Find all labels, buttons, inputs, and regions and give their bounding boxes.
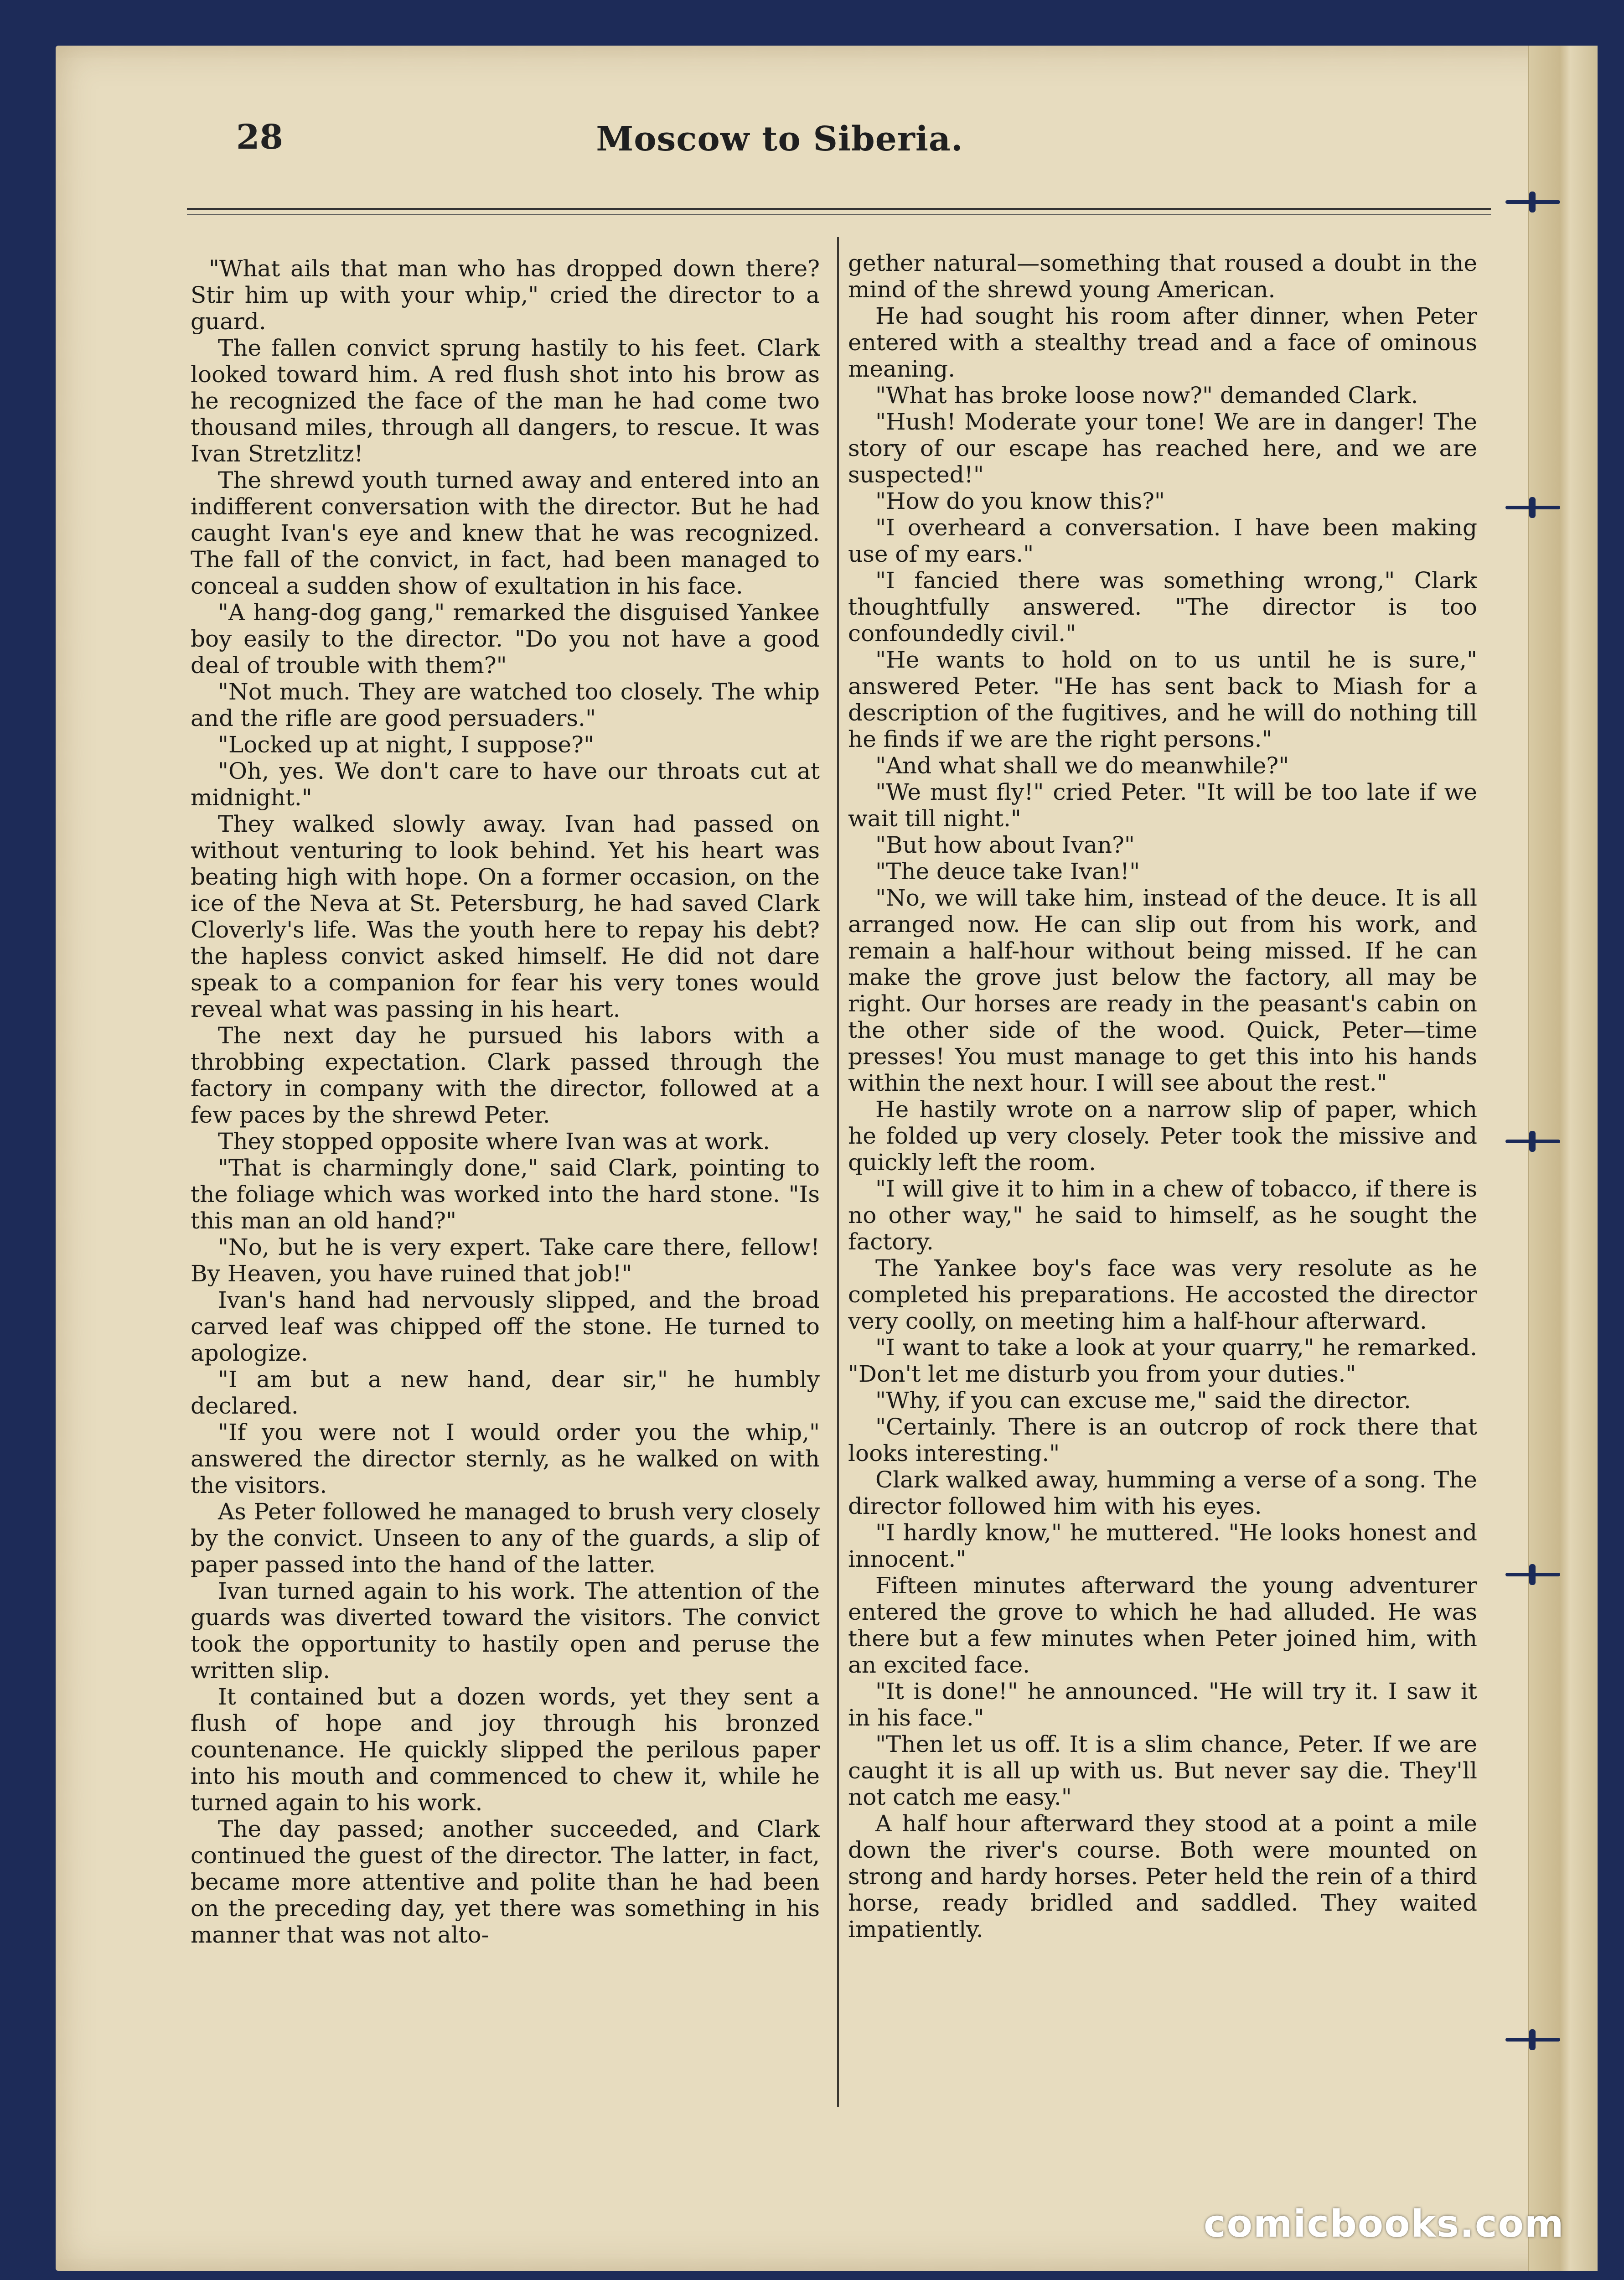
paragraph: "Certainly. There is an outcrop of rock there that looks interesting."	[848, 1414, 1477, 1466]
paragraph: "If you were not I would order you the whip," answered the director sternly, as he walked on with the visitors.	[191, 1419, 820, 1498]
paragraph: "How do you know this?"	[875, 488, 1165, 514]
paragraph: "I am but a new hand, dear sir," he humbly declared.	[191, 1366, 820, 1419]
paragraph: Ivan turned again to his work. The attention of the guards was diverted toward the visitors. The convict took the opportunity to hastily open and peruse the written slip.	[191, 1578, 820, 1684]
paragraph: They stopped opposite where Ivan was at work.	[218, 1128, 770, 1155]
binding-stitch	[1505, 1135, 1560, 1147]
running-title: Moscow to Siberia.	[596, 119, 963, 159]
paragraph: "And what shall we do meanwhile?"	[875, 752, 1289, 779]
paragraph: "A hang-dog gang," remarked the disguised Yankee boy easily to the director. "Do you not have a good deal of trouble with them?"	[191, 599, 820, 679]
paragraph: It contained but a dozen words, yet they sent a flush of hope and joy through his bronzed countenance. He quickly slipped the perilous paper into his mouth and commenced to chew it, while he turned again to his work.	[191, 1684, 820, 1816]
paragraph: Clark walked away, humming a verse of a song. The director followed him with his eyes.	[848, 1466, 1477, 1519]
paragraph: Fifteen minutes afterward the young adventurer entered the grove to which he had alluded. He was there but a few minutes when Peter joined him, with an excited face.	[848, 1572, 1477, 1678]
paragraph: "I will give it to him in a chew of tobacco, if there is no other way," he said to himself, as he sought the factory.	[848, 1176, 1477, 1255]
paragraph: "I want to take a look at your quarry," he remarked. "Don't let me disturb you from your duties."	[848, 1334, 1477, 1387]
paragraph: "We must fly!" cried Peter. "It will be too late if we wait till night."	[848, 779, 1477, 832]
paragraph: "No, but he is very expert. Take care there, fellow! By Heaven, you have ruined that job!"	[191, 1234, 820, 1287]
paragraph: "That is charmingly done," said Clark, pointing to the foliage which was worked into the hard stone. "Is this man an old hand?"	[191, 1155, 820, 1234]
page-number: 28	[236, 118, 283, 157]
paragraph: "I overheard a conversation. I have been making use of my ears."	[848, 514, 1477, 567]
paragraph: "Hush! Moderate your tone! We are in danger! The story of our escape has reached here, and we are suspected!"	[848, 409, 1477, 488]
binding-stitch	[1505, 2034, 1560, 2046]
paragraph: "Then let us off. It is a slim chance, Peter. If we are caught it is all up with us. But never say die. They'll not catch me easy."	[848, 1731, 1477, 1810]
book-gutter	[1528, 46, 1598, 2271]
paragraph: The fallen convict sprung hastily to his feet. Clark looked toward him. A red flush shot into his brow as he recognized the face of the man he had come two thousand miles, through all dangers, to rescue. It was Ivan Stretzlitz!	[191, 335, 820, 467]
paragraph: "Not much. They are watched too closely. The whip and the rifle are good persuaders."	[191, 679, 820, 731]
page-header	[187, 118, 1464, 181]
header-rule-thin	[187, 214, 1491, 215]
left-text-column	[191, 255, 820, 2120]
paragraph: He had sought his room after dinner, when Peter entered with a stealthy tread and a face of ominous meaning.	[848, 303, 1477, 382]
paragraph: "He wants to hold on to us until he is sure," answered Peter. "He has sent back to Miash for a description of the fugitives, and he will do nothing till he finds if we are the right persons."	[848, 647, 1477, 752]
paragraph: "Why, if you can excuse me," said the director.	[875, 1387, 1411, 1414]
paragraph: "But how about Ivan?"	[875, 832, 1135, 858]
paragraph: "No, we will take him, instead of the deuce. It is all arranged now. He can slip out from his work, and remain a half-hour without being missed. If he can make the grove just below the factory, all may be right. Our horses are ready in the peasant's cabin on the other side of the wood. Quick, Peter—time presses! You must manage to get this into his hands within the next hour. I will see about the rest."	[848, 885, 1477, 1096]
paragraph: Ivan's hand had nervously slipped, and the broad carved leaf was chipped off the stone. He turned to apologize.	[191, 1287, 820, 1366]
paragraph: "The deuce take Ivan!"	[875, 858, 1140, 885]
paragraph: They walked slowly away. Ivan had passed on without venturing to look behind. Yet his heart was beating high with hope. On a former occasion, on the ice of the Neva at St. Petersburg, he had saved Clark Cloverly's life. Was the youth here to repay his debt? the hapless convict asked himself. He did not dare speak to a companion for fear his very tones would reveal what was passing in his heart.	[191, 811, 820, 1022]
site-watermark: comicbooks.com	[1204, 2202, 1565, 2246]
paragraph: He hastily wrote on a narrow slip of paper, which he folded up very closely. Peter took the missive and quickly left the room.	[848, 1096, 1477, 1176]
paragraph: As Peter followed he managed to brush very closely by the convict. Unseen to any of the guards, a slip of paper passed into the hand of the latter.	[191, 1498, 820, 1578]
paragraph: The day passed; another succeeded, and Clark continued the guest of the director. The latter, in fact, became more attentive and polite than he had been on the preceding day, yet there was something in his manner that was not alto-	[191, 1816, 820, 1948]
paragraph: "Oh, yes. We don't care to have our throats cut at midnight."	[191, 758, 820, 811]
paragraph: A half hour afterward they stood at a point a mile down the river's course. Both were mounted on strong and hardy horses. Peter held the rein of a third horse, ready bridled and saddled. They waited impatiently.	[848, 1810, 1477, 1943]
paragraph: "I fancied there was something wrong," Clark thoughtfully answered. "The director is too confoundedly civil."	[848, 567, 1477, 647]
paragraph: The shrewd youth turned away and entered into an indifferent conversation with the director. But he had caught Ivan's eye and knew that he was recognized. The fall of the convict, in fact, had been managed to conceal a sudden show of exultation in his face.	[191, 467, 820, 599]
paragraph: The next day he pursued his labors with a throbbing expectation. Clark passed through the factory in company with the director, followed at a few paces by the shrewd Peter.	[191, 1022, 820, 1128]
column-divider	[837, 237, 839, 2107]
right-text-column	[848, 250, 1477, 2115]
binding-stitch	[1505, 1569, 1560, 1580]
paragraph: gether natural—something that roused a doubt in the mind of the shrewd young American.	[848, 250, 1477, 303]
binding-stitch	[1505, 502, 1560, 513]
paragraph: The Yankee boy's face was very resolute as he completed his preparations. He accosted the director very coolly, on meeting him a half-hour afterward.	[848, 1255, 1477, 1334]
header-rule	[187, 208, 1491, 210]
binding-stitch	[1505, 196, 1560, 208]
paragraph: "It is done!" he announced. "He will try it. I saw it in his face."	[848, 1678, 1477, 1731]
paragraph: "Locked up at night, I suppose?"	[218, 731, 594, 758]
paragraph: "What has broke loose now?" demanded Clark.	[875, 382, 1418, 409]
paragraph: "What ails that man who has dropped down there? Stir him up with your whip," cried the director to a guard.	[191, 255, 820, 335]
paragraph: "I hardly know," he muttered. "He looks honest and innocent."	[848, 1519, 1477, 1572]
